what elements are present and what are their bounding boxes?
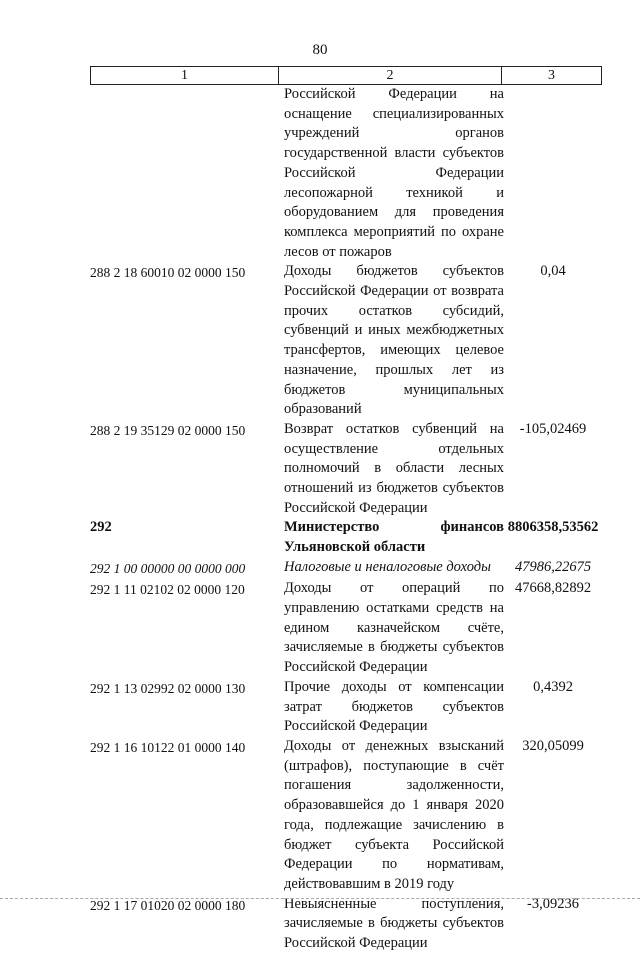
row-code: 292 1 11 02102 02 0000 120 xyxy=(90,582,245,598)
row-code xyxy=(90,85,284,262)
table-row-subtotal xyxy=(90,558,602,580)
row-code: 292 1 17 01020 02 0000 180 xyxy=(90,897,246,913)
table-header xyxy=(90,66,602,85)
table-row xyxy=(90,262,602,420)
page-number: 80 xyxy=(312,42,328,58)
table-row xyxy=(90,737,602,895)
table-row xyxy=(90,579,602,678)
row-description: Прочие доходы от компенсации затрат бюджетов субъектов Российской Федерации xyxy=(284,678,504,735)
row-code: 292 xyxy=(90,519,112,536)
row-description: Невыясненные поступления, зачисляемые в бюджеты субъектов Российской Федерации xyxy=(284,895,504,952)
table-row xyxy=(90,678,602,737)
scan-edge-divider xyxy=(0,898,640,899)
row-value: 320,05099 xyxy=(522,738,584,754)
row-code: 292 1 13 02992 02 0000 130 xyxy=(90,680,246,696)
row-value: 0,04 xyxy=(540,263,566,280)
row-value: 0,4392 xyxy=(533,678,573,695)
table-row xyxy=(90,420,602,519)
row-value: 47986,22675 xyxy=(514,558,592,575)
table-body xyxy=(90,85,602,954)
table-row xyxy=(90,895,602,954)
row-code: 292 1 00 00000 00 0000 000 xyxy=(90,560,246,576)
row-description: Доходы бюджетов субъектов Российской Федерации от возврата прочих остатков субсидий, субвенций и иных межбюджетных трансфертов, имеющих целевое назначение, прошлых лет из бюджетов муниципальных образований xyxy=(284,263,504,418)
row-description: Налоговые и неналоговые доходы xyxy=(284,558,491,575)
table-row xyxy=(90,85,602,262)
row-description: Доходы от операций по управлению остатками средств на едином казначейском счёте, зачисляемые в бюджеты субъектов Российской Федерации xyxy=(284,580,504,676)
row-code: 292 1 16 10122 01 0000 140 xyxy=(90,740,246,755)
row-value: -3,09236 xyxy=(527,895,579,912)
row-value: 47668,82892 xyxy=(514,580,592,597)
row-value: -105,02469 xyxy=(519,420,587,437)
row-description: Доходы от денежных взысканий (штрафов), поступающие в счёт погашения задолженности, образовавшейся до 1 января 2020 года, подлежащие зачислению в бюджет субъекта Российской Федерации по нормативам, действовавшим в 2019 году xyxy=(284,738,504,892)
row-code: 288 2 19 35129 02 0000 150 xyxy=(90,422,246,438)
row-code: 288 2 18 60010 02 0000 150 xyxy=(90,265,246,281)
header-col-1: 1 xyxy=(91,67,279,84)
row-description: Министерство финансов Ульяновской области xyxy=(284,519,504,556)
row-value xyxy=(504,85,602,262)
row-value: 8806358,53562 xyxy=(507,519,599,536)
row-description: Российской Федерации на оснащение специализированных учреждений органов государственной власти субъектов Российской Федерации лесопожарной техникой и оборудованием для проведения комплекса мероприятий по охране лесов от пожаров xyxy=(284,86,504,260)
header-col-2: 2 xyxy=(279,67,502,84)
header-col-3: 3 xyxy=(548,68,555,83)
table-row-ministry xyxy=(90,518,602,557)
row-description: Возврат остатков субвенций на осуществление отдельных полномочий в области лесных отношений из бюджетов субъектов Российской Федерации xyxy=(284,420,504,516)
